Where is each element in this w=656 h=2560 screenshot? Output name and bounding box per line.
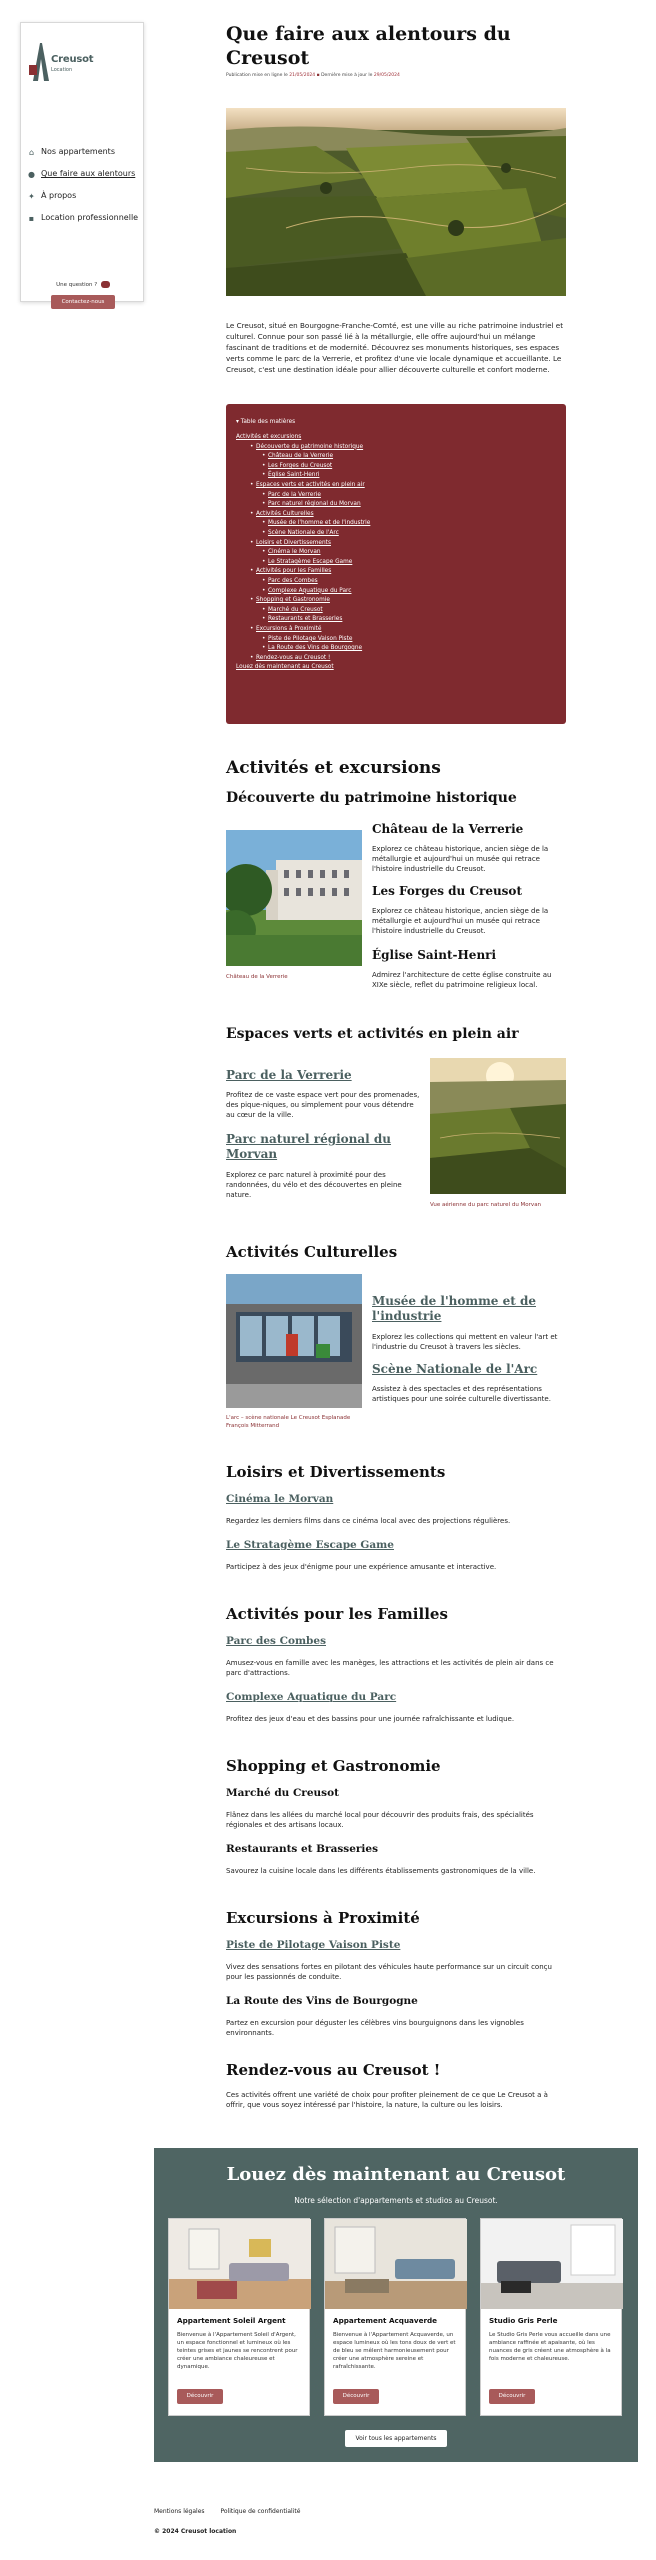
question-label: Une question ? xyxy=(56,282,98,288)
heading-chateau: Château de la Verrerie xyxy=(372,822,524,836)
nav-item-label: Nos appartements xyxy=(41,147,115,157)
logo-tower-icon xyxy=(29,41,53,81)
link-combes[interactable]: Parc des Combes xyxy=(226,1635,326,1647)
toc-item[interactable]: • Les Forges du Creusot xyxy=(236,462,556,472)
apartment-description: Le Studio Gris Perle vous accueille dans une ambiance raffinée et apaisante, où les nuances de gris créent une atmosphère à la fois moderne et chaleureuse. xyxy=(489,2332,611,2362)
morvan-image xyxy=(430,1058,566,1194)
logo-text: Creusot xyxy=(51,54,94,65)
toc-list xyxy=(236,433,556,673)
toc-toggle-icon: ▾ xyxy=(236,419,239,425)
rental-section xyxy=(154,2148,638,2462)
toc-item[interactable]: • Musée de l'homme et de l'industrie xyxy=(236,519,556,529)
nav-item-label: À propos xyxy=(41,191,77,201)
link-morvan[interactable]: Parc naturel régional du Morvan xyxy=(226,1132,392,1161)
apartment-title: Studio Gris Perle xyxy=(489,2316,558,2325)
apartment-card[interactable] xyxy=(168,2218,310,2416)
link-cinema[interactable]: Cinéma le Morvan xyxy=(226,1493,334,1505)
arc-caption: L'arc – scène nationale Le Creusot Esplanade François Mitterrand xyxy=(226,1415,351,1429)
toc-item[interactable]: • Piste de Pilotage Vaison Piste xyxy=(236,635,556,645)
apartment-title: Appartement Soleil Argent xyxy=(177,2316,286,2325)
briefcase-icon: ▪ xyxy=(28,213,35,223)
toc-item[interactable]: • Parc naturel régional du Morvan xyxy=(236,500,556,510)
toc-item[interactable]: • Parc des Combes xyxy=(236,577,556,587)
intro-paragraph: Le Creusot, situé en Bourgogne-Franche-Comté, est une ville au riche patrimoine industriel et culturel. Connue pour son passé lié à la métallurgie, elle offre aujourd'hui un mélange fascinant de traditions et de modernité. Découvrez ses monuments historiques, ses espaces verts comme le parc de la Verrerie, et profitez d'une vie locale dynamique et accueillante. Le Creusot, c'est une destination idéale pour allier découverte culturelle et confort moderne. xyxy=(226,321,564,374)
toc-item[interactable]: • Scène Nationale de l'Arc xyxy=(236,529,556,539)
nav-item-appartements[interactable] xyxy=(27,141,139,163)
nav-item-location-pro[interactable] xyxy=(27,207,139,229)
toc-heading[interactable] xyxy=(236,418,556,426)
link-parc-verrerie[interactable]: Parc de la Verrerie xyxy=(226,1068,352,1082)
main-nav xyxy=(27,141,139,229)
toc-item[interactable]: • Marché du Creusot xyxy=(236,606,556,616)
privacy-link[interactable]: Politique de confidentialité xyxy=(220,2508,301,2515)
toc-item[interactable]: • Complexe Aquatique du Parc xyxy=(236,587,556,597)
text-combes: Amusez-vous en famille avec les manèges, les attractions et les activités de plein air dans ce parc d'attractions. xyxy=(226,1659,554,1677)
text-scene: Assistez à des spectacles et des représentations artistiques pour une soirée culturelle divertissante. xyxy=(372,1385,551,1403)
toc-heading-label: Table des matières xyxy=(240,419,296,425)
apartment-title: Appartement Acquaverde xyxy=(333,2316,438,2325)
toc-item[interactable]: Activités et excursions xyxy=(236,434,302,441)
section-title-familles: Activités pour les Familles xyxy=(226,1605,448,1623)
home-icon: ⌂ xyxy=(28,147,35,157)
published-label: Publication mise en ligne le xyxy=(226,73,288,78)
toc-item[interactable]: • Église Saint-Henri xyxy=(236,471,556,481)
logo-subtitle: Location xyxy=(51,67,73,73)
pin-icon: ● xyxy=(28,169,35,179)
see-all-apartments-button[interactable]: Voir tous les appartements xyxy=(345,2430,447,2447)
text-parc-verrerie: Profitez de ce vaste espace vert pour des promenades, des pique-niques, ou simplement pour vous détendre au cœur de la ville. xyxy=(226,1091,420,1119)
section-title-shopping: Shopping et Gastronomie xyxy=(226,1757,441,1775)
discover-button[interactable]: Découvrir xyxy=(177,2389,223,2404)
toc-item[interactable]: • Rendez-vous au Creusot ! xyxy=(236,654,556,664)
nav-item-label: Location professionnelle xyxy=(41,213,139,223)
update-icon: ▪ xyxy=(316,73,320,78)
updated-label: Dernière mise à jour le xyxy=(321,73,373,78)
section-title-activites: Activités et excursions xyxy=(226,758,441,778)
link-musee[interactable]: Musée de l'homme et de l'industrie xyxy=(372,1294,536,1323)
published-date: 21/05/2024 xyxy=(289,73,316,78)
toc-item[interactable]: Louez dès maintenant au Creusot xyxy=(236,664,334,671)
text-musee: Explorez les collections qui mettent en valeur l'art et l'industrie du Creusot à travers les siècles. xyxy=(372,1333,558,1351)
chateau-image xyxy=(226,830,362,966)
arc-image xyxy=(226,1274,362,1408)
heading-forges: Les Forges du Creusot xyxy=(372,884,522,898)
toc-item[interactable]: • Château de la Verrerie xyxy=(236,452,556,462)
text-escape: Participez à des jeux d'énigme pour une expérience amusante et interactive. xyxy=(226,1563,497,1571)
apartment-image xyxy=(325,2219,467,2309)
link-piste[interactable]: Piste de Pilotage Vaison Piste xyxy=(226,1939,401,1951)
text-morvan: Explorez ce parc naturel à proximité pour des randonnées, du vélo et des découvertes en pleine nature. xyxy=(226,1171,402,1199)
text-eglise: Admirez l'architecture de cette église construite au XIXe siècle, reflet du patrimoine religieux local. xyxy=(372,971,552,989)
heading-marche: Marché du Creusot xyxy=(226,1787,339,1799)
text-rdv: Ces activités offrent une variété de choix pour profiter pleinement de ce que Le Creusot a à offrir, que vous soyez intéressé par l'histoire, la nature, la culture ou les loisirs. xyxy=(226,2091,548,2109)
link-escape[interactable]: Le Stratagème Escape Game xyxy=(226,1539,394,1551)
apartment-image xyxy=(481,2219,623,2309)
heading-vins: La Route des Vins de Bourgogne xyxy=(226,1995,418,2007)
text-vins: Partez en excursion pour déguster les célèbres vins bourguignons dans les vignobles environnants. xyxy=(226,2019,524,2037)
sidebar xyxy=(20,22,144,305)
link-aquatique[interactable]: Complexe Aquatique du Parc xyxy=(226,1691,397,1703)
contact-button[interactable]: Contactez-nous xyxy=(51,295,115,309)
apartment-description: Bienvenue à l'Appartement Soleil d'Argent, un espace fonctionnel et lumineux où les teintes grises et jaunes se rencontrent pour créer une ambiance chaleureuse et dynamique. xyxy=(177,2332,298,2370)
toc-item[interactable]: • Loisirs et Divertissements xyxy=(236,539,556,549)
updated-date: 29/05/2024 xyxy=(373,73,400,78)
link-scene[interactable]: Scène Nationale de l'Arc xyxy=(372,1362,538,1376)
toc-item[interactable]: • Shopping et Gastronomie xyxy=(236,596,556,606)
text-resto: Savourez la cuisine locale dans les différents établissements gastronomiques de la ville. xyxy=(226,1867,536,1875)
copyright: © 2024 Creusot location xyxy=(154,2528,237,2535)
section-title-espaces: Espaces verts et activités en plein air xyxy=(226,1026,519,1042)
section-title-culture: Activités Culturelles xyxy=(226,1243,398,1261)
text-chateau: Explorez ce château historique, ancien siège de la métallurgie et aujourd'hui un musée qui retrace l'histoire industrielle du Creusot. xyxy=(372,845,549,873)
text-piste: Vivez des sensations fortes en pilotant des véhicules haute performance sur un circuit conçu pour les passionnés de conduite. xyxy=(226,1963,552,1981)
publication-meta xyxy=(226,73,400,79)
section-title-loisirs: Loisirs et Divertissements xyxy=(226,1463,446,1481)
apartment-card[interactable] xyxy=(480,2218,622,2416)
section-title-rdv: Rendez-vous au Creusot ! xyxy=(226,2061,441,2079)
toc-item[interactable]: • Restaurants et Brasseries xyxy=(236,615,556,625)
rental-subtitle: Notre sélection d'appartements et studios au Creusot. xyxy=(294,2196,498,2205)
text-forges: Explorez ce château historique, ancien siège de la métallurgie et aujourd'hui un musée qui retrace l'histoire industrielle du Creusot. xyxy=(372,907,549,935)
text-aquatique: Profitez des jeux d'eau et des bassins pour une journée rafraîchissante et ludique. xyxy=(226,1715,515,1723)
nav-item-label: Que faire aux alentours xyxy=(41,169,136,179)
toc-item[interactable]: • Activités Culturelles xyxy=(236,510,556,520)
nav-item-alentours[interactable] xyxy=(27,163,139,185)
table-of-contents xyxy=(226,404,566,724)
footer-links xyxy=(154,2508,314,2516)
question-text xyxy=(21,281,145,290)
discover-button[interactable]: Découvrir xyxy=(333,2389,379,2404)
discover-button[interactable]: Découvrir xyxy=(489,2389,535,2404)
site-logo[interactable] xyxy=(29,41,99,81)
toc-item[interactable]: • Espaces verts et activités en plein air xyxy=(236,481,556,491)
chateau-caption: Château de la Verrerie xyxy=(226,974,288,980)
page-title: Que faire aux alentours du Creusot xyxy=(226,23,511,69)
toc-item[interactable]: • Cinéma le Morvan xyxy=(236,548,556,558)
nav-item-a-propos[interactable] xyxy=(27,185,139,207)
chat-icon xyxy=(101,281,110,288)
apartment-card[interactable] xyxy=(324,2218,466,2416)
hero-image xyxy=(226,108,566,296)
apartment-image xyxy=(169,2219,311,2309)
section-title-excursions: Excursions à Proximité xyxy=(226,1909,420,1927)
people-icon: ✦ xyxy=(28,191,35,201)
toc-item[interactable]: • Parc de la Verrerie xyxy=(236,491,556,501)
toc-item[interactable]: • Activités pour les Familles xyxy=(236,567,556,577)
section-title-patrimoine: Découverte du patrimoine historique xyxy=(226,790,517,806)
morvan-caption: Vue aérienne du parc naturel du Morvan xyxy=(430,1202,542,1208)
heading-resto: Restaurants et Brasseries xyxy=(226,1843,379,1855)
text-marche: Flânez dans les allées du marché local pour découvrir des produits frais, des spécialités régionales et des artisans locaux. xyxy=(226,1811,534,1829)
rental-title: Louez dès maintenant au Creusot xyxy=(226,2164,566,2185)
toc-item[interactable]: • Excursions à Proximité xyxy=(236,625,556,635)
toc-item[interactable]: • Le Stratagème Escape Game xyxy=(236,558,556,568)
toc-item[interactable]: • Découverte du patrimoine historique xyxy=(236,443,556,453)
legal-link[interactable]: Mentions légales xyxy=(154,2508,205,2515)
toc-item[interactable]: • La Route des Vins de Bourgogne xyxy=(236,644,556,654)
text-cinema: Regardez les derniers films dans ce cinéma local avec des projections régulières. xyxy=(226,1517,511,1525)
heading-eglise: Église Saint-Henri xyxy=(372,948,497,962)
apartment-description: Bienvenue à l'Appartement Acquaverde, un espace lumineux où les tons doux de vert et de bleu se mêlent harmonieusement pour créer une atmosphère sereine et rafraîchissante. xyxy=(333,2332,456,2370)
